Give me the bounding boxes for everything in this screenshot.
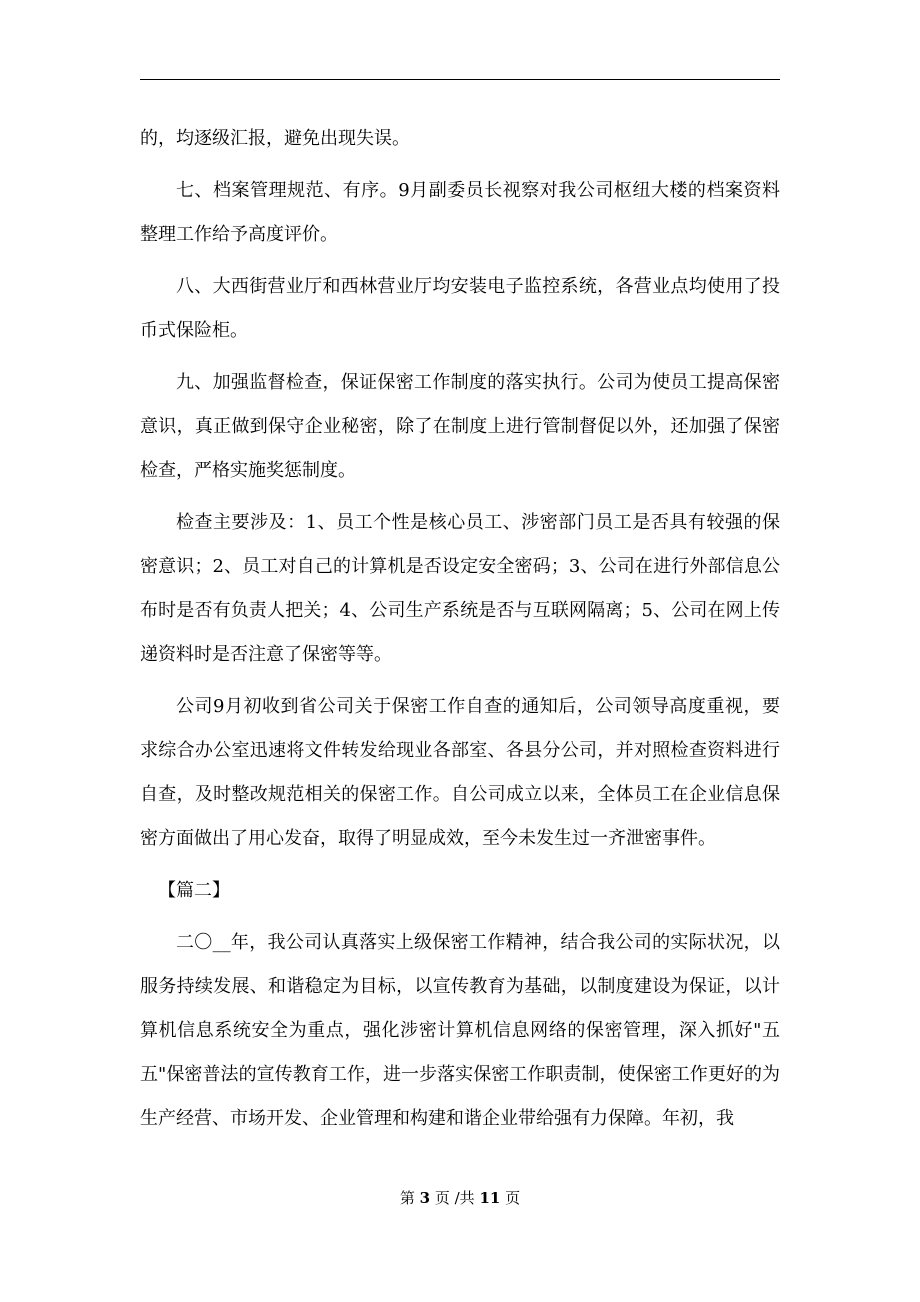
footer-middle: 页 /共 — [434, 1189, 475, 1207]
footer-total-pages: 11 — [479, 1189, 501, 1207]
footer-prefix: 第 — [399, 1189, 415, 1207]
footer-suffix: 页 — [505, 1189, 521, 1207]
paragraph-item-7: 七、档案管理规范、有序。9月副委员长视察对我公司枢纽大楼的档案资料整理工作给予高度评价。 — [140, 180, 780, 245]
paragraph-continuation: 的，均逐级汇报，避免出现失误。 — [140, 128, 410, 149]
paragraph-item-9: 九、加强监督检查，保证保密工作制度的落实执行。公司为使员工提高保密意识，真正做到保守企业秘密，除了在制度上进行管制督促以外，还加强了保密检查，严格实施奖惩制度。 — [140, 372, 780, 481]
paragraph-self-check: 公司9月初收到省公司关于保密工作自查的通知后，公司领导高度重视，要求综合办公室迅速将文件转发给现业各部室、各县分公司，并对照检查资料进行自查，及时整改规范相关的保密工作。自公司成立以来，全体员工在企业信息保密方面做出了用心发奋，取得了明显成效，至今未发生过一齐泄密事件。 — [140, 696, 780, 849]
page-footer — [0, 1183, 920, 1213]
paragraph-item-8: 八、大西街营业厅和西林营业厅均安装电子监控系统，各营业点均使用了投币式保险柜。 — [140, 276, 780, 341]
paragraph-section-two: 二〇__年，我公司认真落实上级保密工作精神，结合我公司的实际状况，以服务持续发展、和谐稳定为目标，以宣传教育为基础，以制度建设为保证，以计算机信息系统安全为重点，强化涉密计算机信息网络的保密管理，深入抓好"五五"保密普法的宣传教育工作，进一步落实保密工作职责制，使保密工作更好的为生产经营、市场开发、企业管理和构建和谐企业带给强有力保障。年初，我 — [140, 932, 780, 1129]
header-rule — [140, 79, 780, 80]
section-heading: 【篇二】 — [158, 880, 230, 901]
paragraph-inspection: 检查主要涉及：1、员工个性是核心员工、涉密部门员工是否具有较强的保密意识；2、员工对自己的计算机是否设定安全密码；3、公司在进行外部信息公布时是否有负责人把关；4、公司生产系统是否与互联网隔离；5、公司在网上传递资料时是否注意了保密等等。 — [140, 512, 780, 665]
footer-page-number: 3 — [419, 1189, 431, 1207]
document-body — [140, 117, 780, 1141]
